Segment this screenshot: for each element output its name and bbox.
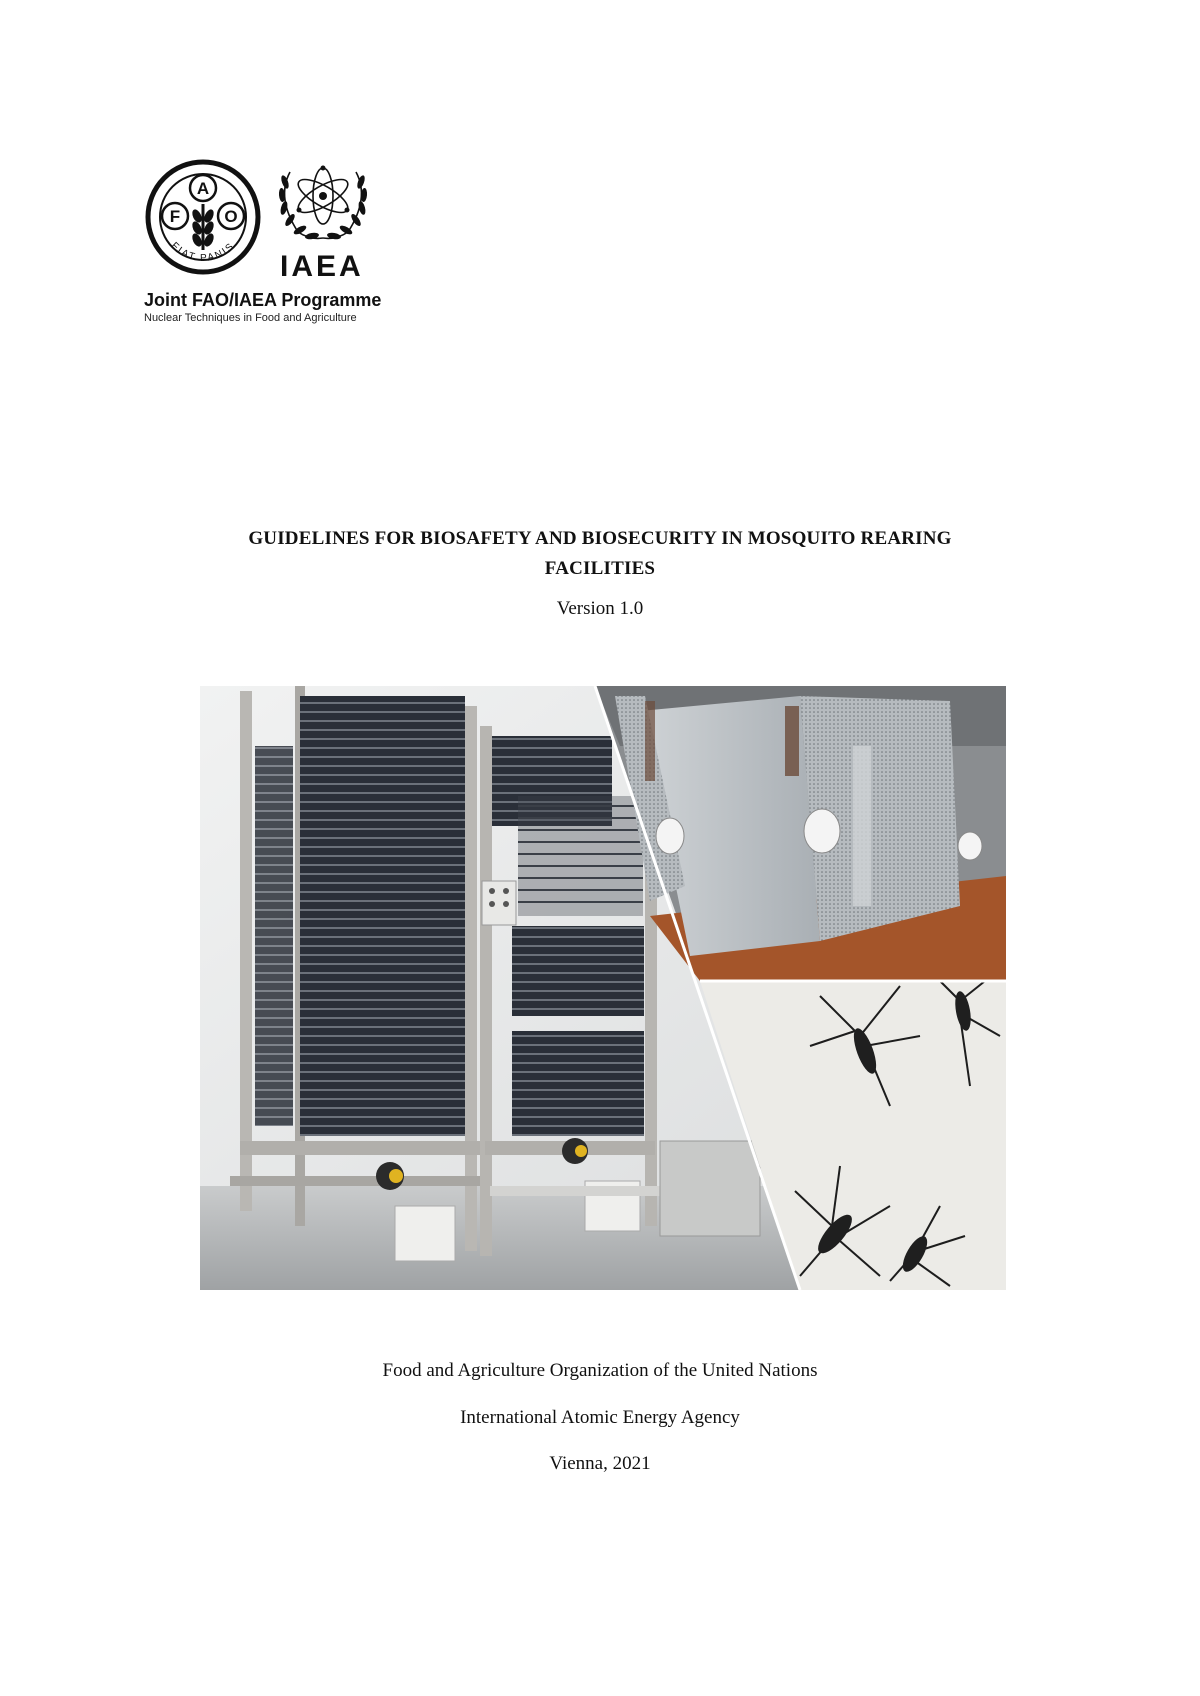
organization-iaea: International Atomic Energy Agency xyxy=(460,1407,740,1428)
document-title xyxy=(150,524,1050,584)
programme-title: Joint FAO/IAEA Programme xyxy=(144,290,382,310)
fao-letter-f: F xyxy=(169,207,181,226)
logo-block xyxy=(144,158,384,324)
programme-subtitle: Nuclear Techniques in Food and Agriculture xyxy=(144,312,357,324)
cover-image-collage xyxy=(200,686,1006,1290)
organization-fao: Food and Agriculture Organization of the United Nations xyxy=(382,1360,818,1381)
fao-letter-o: O xyxy=(224,207,238,226)
cover-image xyxy=(200,686,1006,1290)
iaea-wordmark: IAEA xyxy=(280,250,364,283)
place-and-year: Vienna, 2021 xyxy=(549,1453,651,1474)
document-title-line-1: GUIDELINES FOR BIOSAFETY AND BIOSECURITY IN MOSQUITO REARING xyxy=(248,528,952,549)
fao-letter-a: A xyxy=(196,179,210,198)
fao-motto: FIAT PANIS xyxy=(168,240,238,264)
document-title-line-2: FACILITIES xyxy=(544,558,656,579)
fao-logo xyxy=(144,158,262,276)
logos-row xyxy=(144,158,384,283)
iaea-logo xyxy=(268,158,378,248)
document-version: Version 1.0 xyxy=(556,598,644,619)
